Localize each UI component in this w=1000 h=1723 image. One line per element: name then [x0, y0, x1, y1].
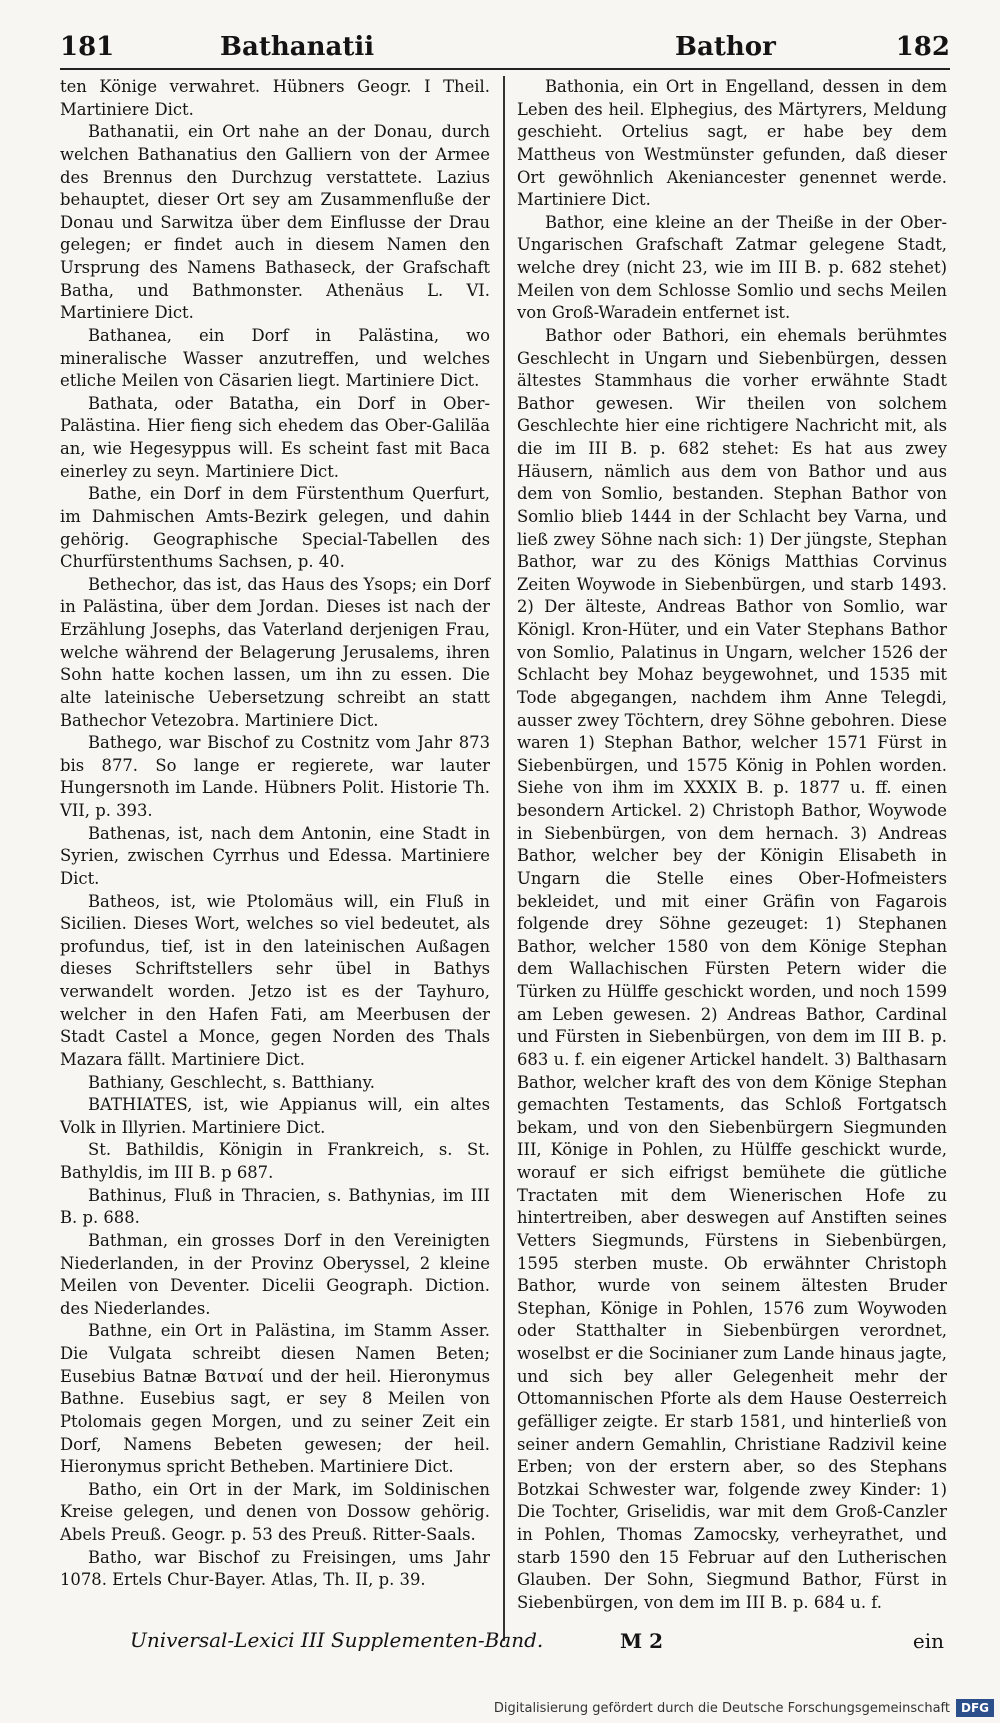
left-column-entry: Bathanea, ein Dorf in Palästina, wo mineralische Wasser anzutreffen, und welches etliche Meilen von Cäsarien liegt. Martiniere Dict.	[60, 325, 490, 391]
page-number-left: 181	[60, 32, 115, 62]
left-column-entry: Bathenas, ist, nach dem Antonin, eine Stadt in Syrien, zwischen Cyrrhus und Edessa. Martiniere Dict.	[60, 823, 490, 888]
left-column	[60, 76, 490, 1592]
dfg-logo: DFG	[956, 1699, 994, 1717]
running-head-left: Bathanatii	[220, 32, 375, 62]
right-column-entry: Bathor, eine kleine an der Theiße in der Ober-Ungarischen Grafschaft Zatmar gelegene Stadt, welche drey (nicht 23, wie im III B. p. 682 stehet) Meilen von dem Schlosse Somlio und sechs Meilen von Groß-Waradein entfernet ist.	[517, 212, 947, 323]
left-column-entry: Bathiany, Geschlecht, s. Batthiany.	[88, 1072, 375, 1092]
footer-catchword: ein	[912, 1629, 944, 1653]
left-column-entry: Bathata, oder Batatha, ein Dorf in Ober-Palästina. Hier fieng sich ehedem das Ober-Galiläa an, wie Hegesyppus will. Es scheint fast mit Baca einerley zu seyn. Martiniere Dict.	[60, 393, 490, 481]
digitization-credit	[494, 1699, 994, 1717]
running-head-right: Bathor	[675, 32, 776, 62]
left-column-entry: Bathman, ein grosses Dorf in den Vereinigten Niederlanden, in der Provinz Oberyssel, 2 kleine Meilen von Deventer. Dicelii Geograph. Diction. des Niederlandes.	[60, 1230, 490, 1318]
left-column-entry: Bethechor, das ist, das Haus des Ysops; ein Dorf in Palästina, über dem Jordan. Dieses ist nach der Erzählung Josephs, das Vaterland derjenigen Frau, welche während der Belagerung Jerusalems, ihren Sohn hatte kochen lassen, um ihn zu essen. Die alte lateinische Uebersetzung schreibt an statt Bathechor Vetezobra. Martiniere Dict.	[60, 574, 490, 730]
left-column-entry: Batho, ein Ort in der Mark, im Soldinischen Kreise gelegen, und denen von Dossow gehörig. Abels Preuß. Geogr. p. 53 des Preuß. Ritter-Saals.	[60, 1479, 490, 1544]
left-column-entry: Batho, war Bischof zu Freisingen, ums Jahr 1078. Ertels Chur-Bayer. Atlas, Th. II, p. 39.	[60, 1547, 490, 1590]
left-column-entry: Bathego, war Bischof zu Costnitz vom Jahr 873 bis 877. So lange er regierete, war lauter Hungersnoth im Lande. Hübners Polit. Historie Th. VII, p. 393.	[60, 733, 490, 820]
footer-volume-title: Universal-Lexici III Supplementen-Band.	[130, 1628, 544, 1652]
column-rule	[503, 76, 505, 1641]
left-column-entry: Bathe, ein Dorf in dem Fürstenthum Querfurt, im Dahmischen Amts-Bezirk gelegen, und dahin gehörig. Geographische Special-Tabellen des Churfürstenthums Sachsen, p. 40.	[60, 484, 490, 572]
page-header	[60, 28, 950, 70]
left-column-entry: Bathne, ein Ort in Palästina, im Stamm Asser. Die Vulgata schreibt diesen Namen Beten; Eusebius Batnæ Βατναί und der heil. Hieronymus Bathne. Eusebius sagt, er sey 8 Meilen von Ptolomais gegen Morgen, und zu seiner Zeit ein Dorf, Namens Bebeten gewesen; der heil. Hieronymus spricht Betheben. Martiniere Dict.	[60, 1321, 490, 1477]
page	[60, 28, 950, 1678]
footer-signature: M 2	[620, 1629, 664, 1653]
page-number-right: 182	[895, 32, 950, 62]
left-column-entry: St. Bathildis, Königin in Frankreich, s. St. Bathyldis, im III B. p 687.	[60, 1140, 490, 1182]
credit-text: Digitalisierung gefördert durch die Deutsche Forschungsgemeinschaft	[493, 1700, 950, 1716]
right-column-entry: Bathor oder Bathori, ein ehemals berühmtes Geschlecht in Ungarn und Siebenbürgen, dessen ältestes Stammhaus die vorher erwähnte Stadt Bathor gewesen. Wir theilen von solchem Geschlechte hier eine richtigere Nachricht mit, als die im III B. p. 682 stehet: Es hat aus zwey Häusern, nämlich aus dem von Bathor und aus dem von Somlio, bestanden. Stephan Bathor von Somlio blieb 1444 in der Schlacht bey Varna, und ließ zwey Söhne nach sich: 1) Der jüngste, Stephan Bathor, war zu des Königs Matthias Corvinus Zeiten Woywode in Siebenbürgen, und starb 1493. 2) Der älteste, Andreas Bathor von Somlio, war Königl. Kron-Hüter, und ein Vater Stephans Bathor von Somlio, Palatinus in Ungarn, welcher 1526 der Schlacht bey Mohaz beygewohnet, und 1535 mit Tode abgegangen, nachdem ihm Anne Telegdi, ausser zwey Töchtern, drey Söhne gebohren. Diese waren 1) Stephan Bathor, welcher 1571 Fürst in Siebenbürgen, und 1575 König in Pohlen worden. Siehe von ihm im XXXIX B. p. 1877 u. ff. einen besondern Artickel. 2) Christoph Bathor, Woywode in Siebenbürgen, von dem hernach. 3) Andreas Bathor, welcher bey der Königin Elisabeth in Ungarn die Stelle eines Ober-Hofmeisters bekleidet, und mit einer Gräfin von Fagarois folgende drey Söhne gezeuget: 1) Stephanen Bathor, welcher 1580 von dem Könige Stephan dem Wallachischen Fürsten Petern wider die Türken zu Hülffe geschickt worden, und noch 1599 am Leben gewesen. 2) Andreas Bathor, Cardinal und Fürsten in Siebenbürgen, von dem im III B. p. 683 u. f. ein eigener Artickel handelt. 3) Balthasarn Bathor, welcher kraft des von dem Könige Stephan gemachten Testaments, das Schloß Fortgatsch bekam, und von den Siebenbürgern Siegmunden III, Könige in Pohlen, zu Hülffe geschickt wurde, worauf er sich eifrigst bemühete die gütliche Tractaten mit dem Wienerischen Hofe zu hintertreiben, aber deswegen auf Anstiften seines Vetters Siegmunds, Fürstens in Siebenbürgen, 1595 sterben muste. Ob erwähnter Christoph Bathor, wurde von seinem ältesten Bruder Stephan, Könige in Pohlen, 1576 zum Woywoden oder Statthalter in Siebenbürgen verordnet, woselbst er die Socinianer zum Lande hinaus jagte, und sich bey aller Gelegenheit mehr der Ottomannischen Pforte als dem Hause Oesterreich gefälliger zeigte. Er starb 1581, und hinterließ von seiner andern Gemahlin, Christiane Radzivil keine Erben; von der erstern aber, so des Stephans Botzkai Schwester war, folgende zwey Kinder: 1) Die Tochter, Griselidis, war mit dem Groß-Canzler in Pohlen, Thomas Zamocsky, verheyrathet, und starb 1590 den 15 Februar auf den Lutherischen Glauben. Der Sohn, Siegmund Bathor, Fürst in Siebenbürgen, von dem im III B. p. 684 u. f.	[517, 325, 947, 1612]
left-column-entry: Batheos, ist, wie Ptolomäus will, ein Fluß in Sicilien. Dieses Wort, welches so viel bedeutet, als profundus, tief, ist in den lateinischen Außagen dieses Schriftstellers sehr übel in Bathys verwandelt worden. Jetzo ist es der Tayhuro, welcher in den Hafen Fati, am Meerbusen der Stadt Castel a Monce, gegen Norden des Thals Mazara fällt. Martiniere Dict.	[60, 891, 490, 1069]
right-column	[517, 76, 947, 1615]
left-column-entry: ten Könige verwahret. Hübners Geogr. I Theil. Martiniere Dict.	[60, 77, 490, 119]
left-column-entry: BATHIATES, ist, wie Appianus will, ein altes Volk in Illyrien. Martiniere Dict.	[60, 1095, 490, 1137]
right-column-entry: Bathonia, ein Ort in Engelland, dessen in dem Leben des heil. Elphegius, des Märtyrers, Meldung geschieht. Ortelius sagt, er habe bey dem Mattheus von Westmünster gefunden, daß dieser Ort gewöhnlich Akeniancester genennet werde. Martiniere Dict.	[517, 77, 947, 210]
left-column-entry: Bathinus, Fluß in Thracien, s. Bathynias, im III B. p. 688.	[60, 1185, 490, 1228]
left-column-entry: Bathanatii, ein Ort nahe an der Donau, durch welchen Bathanatius den Galliern von der Armee des Brennus den Durchzug verstattete. Lazius behauptet, dieser Ort sey am Zusammenfluße der Donau und Sarwitza über dem Einflusse der Drau gelegen; er findet auch in diesem Namen den Ursprung des Namens Bathaseck, der Grafschaft Batha, und Bathmonster. Athenäus L. VI. Martiniere Dict.	[60, 122, 490, 323]
